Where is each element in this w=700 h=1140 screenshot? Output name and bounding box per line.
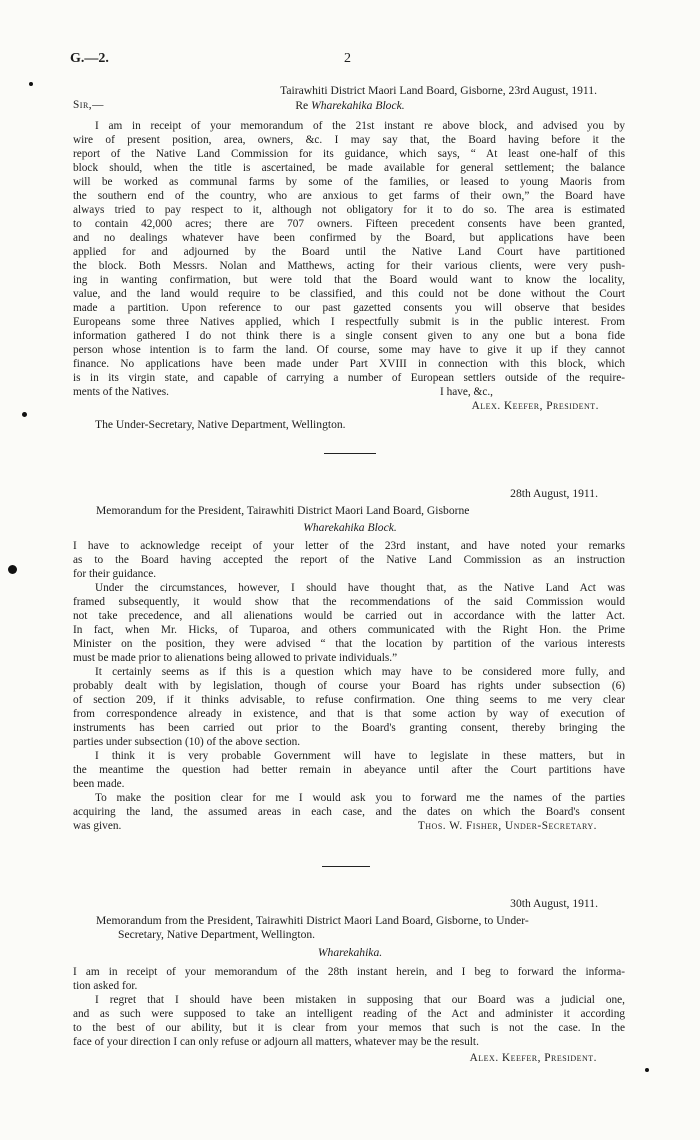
letter1-salutation: Sir,— [73,99,104,111]
body-line: always tried to pay respect to it, although not obligatory for it to do so. The area is estimated [73,204,625,216]
body-line: Under the circumstances, however, I should have thought that, as the Native Land Act was [95,582,625,594]
body-line: from correspondence already in existence, and that is that some action by way of execution of [73,708,625,720]
body-line: made a partition. Upon reference to our past gazetted consents you will observe that besides [73,302,625,314]
body-line: is in its virgin state, and capable of carrying a number of European settlers outside of the require- [73,372,625,384]
body-line: I am in receipt of your memorandum of the 28th instant herein, and I beg to forward the informa- [73,966,625,978]
body-line: Minister on the position, they were advised “ that the location by partition of the various interests [73,638,625,650]
body-line: To make the position clear for me I would ask you to forward me the names of the parties [95,792,625,804]
body-line: will be worked as communal farms by some of the families, or leased to young Maoris from [73,176,625,188]
letter1-subject-name: Wharekahika Block. [311,99,405,112]
body-line: I have to acknowledge receipt of your letter of the 23rd instant, and have noted your remarks [73,540,625,552]
body-line: of section 209, if it thinks advisable, to refuse confirmation. One thing seems to me very clear [73,694,625,706]
body-line: person whose intention is to farm the land. Of course, some may have to give it up if they cannot [73,344,625,356]
memo1-signature: Thos. W. Fisher, Under-Secretary. [417,820,597,832]
body-line: the southern end of the country, who are anxious to get farms of their own,” the Board have [73,190,625,202]
memo2-heading-line2: Secretary, Native Department, Wellington. [118,928,316,941]
body-line: applied for and adjourned by the Board until the Native Land Court have partitioned [73,246,625,258]
letter1-subject-prefix: Re [295,99,312,112]
body-line: I think it is very probable Government will have to legislate in these matters, but in [95,750,625,762]
body-line: tion asked for. [73,980,138,992]
memo2-heading-line1: Memorandum from the President, Tairawhiti District Maori Land Board, Gisborne, to Under- [96,914,529,927]
body-line: wire of present position, area, owners, &c. I may say that, the Board having before it the [73,134,625,146]
body-line: and as such were supposed to take an intelligent reading of the Act and administer it according [73,1008,625,1020]
memo1-subject: Wharekahika Block. [303,521,397,534]
body-line: and no dealings whatever have been confirmed by the Board, but applications have been [73,232,625,244]
body-line: ing in wanting confirmation, but were told that the Board would want to know the locality, [73,274,625,286]
letter1-addressee: The Under-Secretary, Native Department, Wellington. [95,418,346,431]
scan-speck [8,565,17,574]
body-line: In fact, when Mr. Hicks, of Tuparoa, and others communicated with the Right Hon. the Prime [73,624,625,636]
body-line: to the best of our ability, but it is clear from your memos that such is not the case. In the [73,1022,625,1034]
letter1-signature: Alex. Keefer, President. [471,400,599,412]
body-line: the block. Both Messrs. Nolan and Matthews, acting for their various clients, were very push- [73,260,625,272]
body-line: must be made prior to alienations being allowed to private individuals.” [73,652,398,664]
memo1-heading: Memorandum for the President, Tairawhiti District Maori Land Board, Gisborne [96,504,470,517]
body-line: to contain 42,000 acres; there are 707 owners. Fifteen precedent consents have been granted, [73,218,625,230]
series-code: G.—2. [70,51,109,66]
letter1-dateline: Tairawhiti District Maori Land Board, Gisborne, 23rd August, 1911. [280,84,597,97]
body-line: instruments has been carried out prior to the Board's granting consent, thereby bringing the [73,722,625,734]
page-number: 2 [344,51,351,66]
body-line: I am in receipt of your memorandum of the 21st instant re above block, and advised you by [95,120,625,132]
body-line: ments of the Natives. [73,386,170,398]
memo2-subject: Wharekahika. [317,946,383,959]
body-line: It certainly seems as if this is a question which may have to be considered more fully, and [95,666,625,678]
body-line: probably dealt with by legislation, though of course your Board has rights under subsection (6) [73,680,625,692]
body-line: face of your direction I can only refuse or adjourn all matters, whatever may be the result. [73,1036,479,1048]
memo1-date: 28th August, 1911. [510,487,598,500]
section-divider [324,453,376,454]
letter1-subject [0,99,700,112]
body-line: Europeans some three Natives applied, which I respectfully submit is in the public interest. From [73,316,625,328]
body-line: was given. [73,820,122,832]
body-line: acquiring the land, the assumed areas in each case, and the dates on which the Board's consent [73,806,625,818]
body-line: I regret that I should have been mistaken in supposing that our Board was a judicial one, [95,994,625,1006]
body-line: as to the Board having accepted the report of the Native Land Commission as an instruction [73,554,625,566]
letter1-closing: I have, &c., [440,386,494,398]
body-line: for their guidance. [73,568,157,580]
body-line: block should, when the title is ascertained, be made available for general settlement; the balance [73,162,625,174]
body-line: finance. No applications have been made under Part XVIII in connection with this block, which [73,358,625,370]
section-divider [322,866,370,867]
body-line: been made. [73,778,125,790]
body-line: not take precedence, and all alienations would be carried out in accordance with the latter Act. [73,610,625,622]
memo2-date: 30th August, 1911. [510,897,598,910]
scan-speck [645,1068,649,1072]
memo2-signature: Alex. Keefer, President. [469,1052,597,1064]
body-line: parties under subsection (10) of the above section. [73,736,301,748]
body-line: the meantime the question had better remain in abeyance until after the Court partitions have [73,764,625,776]
scan-speck [22,412,27,417]
body-line: report of the Native Land Commission for its guidance, which says, “ At least one-half of this [73,148,625,160]
body-line: value, and the land would require to be classified, and this could not be done without the Court [73,288,625,300]
body-line: framed subsequently, it would show that the recommendations of the said Commission would [73,596,625,608]
body-line: information gathered I do not think there is a single consent given to any one but a bona fide [73,330,625,342]
